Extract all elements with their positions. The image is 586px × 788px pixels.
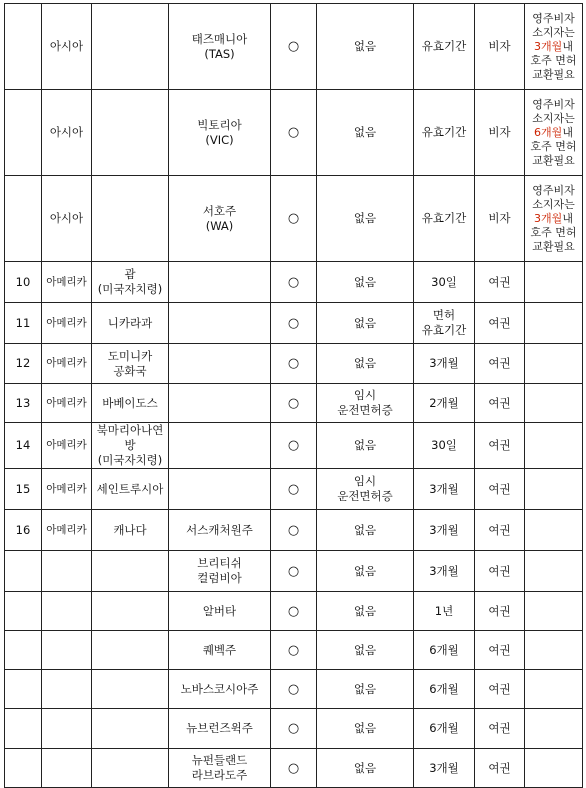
area-cell-line: 빅토리아 — [197, 117, 242, 132]
area-cell — [169, 176, 271, 262]
license-cell-line: 없음 — [353, 315, 377, 330]
area-cell — [169, 90, 271, 176]
available-mark: ○ — [271, 176, 317, 262]
area-cell-line: (WA) — [205, 218, 234, 233]
table-row — [5, 176, 583, 262]
area-cell — [169, 631, 271, 670]
area-cell-line: 서호주 — [202, 203, 237, 218]
document-cell: 여권 — [475, 709, 525, 749]
country-cell-line: 캐나다 — [113, 522, 147, 537]
country-cell — [92, 344, 169, 384]
available-mark: ○ — [271, 384, 317, 423]
document-cell: 여권 — [475, 551, 525, 592]
license-cell-line: 없음 — [353, 125, 377, 139]
area-cell-line: 브리티쉬 — [197, 556, 242, 570]
license-cell — [317, 262, 414, 303]
period-cell-line: 유효기간 — [421, 323, 467, 337]
note-cell — [525, 670, 583, 709]
area-cell — [169, 670, 271, 709]
table-row — [5, 709, 583, 749]
available-mark: ○ — [271, 592, 317, 631]
period-cell-line: 3개월 — [429, 522, 459, 537]
table-row — [5, 592, 583, 631]
table-row — [5, 551, 583, 592]
document-cell: 여권 — [475, 510, 525, 551]
note-line: 교환필요 — [532, 153, 575, 167]
area-cell-line: 라브라도주 — [191, 768, 248, 782]
country-cell-line: 괌 — [124, 267, 136, 281]
note-period-line — [526, 126, 581, 140]
area-cell — [169, 749, 271, 788]
document-cell: 여권 — [475, 262, 525, 303]
license-cell — [317, 709, 414, 749]
available-mark: ○ — [271, 631, 317, 670]
period-cell-line: 6개월 — [429, 681, 459, 696]
document-cell: 여권 — [475, 631, 525, 670]
license-cell-line: 없음 — [353, 681, 377, 696]
note-inline: 내 — [562, 211, 573, 225]
license-cell-line: 없음 — [353, 522, 377, 537]
note-period-line — [526, 40, 581, 54]
area-cell-line: 태즈매니아 — [191, 31, 248, 46]
period-cell — [414, 631, 475, 670]
license-cell-line: 없음 — [353, 642, 377, 657]
note-cell — [525, 384, 583, 423]
period-cell — [414, 4, 475, 90]
row-number — [5, 709, 42, 749]
area-cell-line: (VIC) — [205, 132, 234, 147]
row-number — [5, 176, 42, 262]
license-cell — [317, 469, 414, 510]
document-cell: 여권 — [475, 469, 525, 510]
area-cell — [169, 344, 271, 384]
area-cell-line: 퀘벡주 — [202, 642, 237, 657]
country-cell — [92, 262, 169, 303]
country-cell — [92, 303, 169, 344]
period-cell — [414, 510, 475, 551]
country-cell — [92, 176, 169, 262]
note-line: 호주 면허 — [530, 225, 577, 239]
country-cell — [92, 4, 169, 90]
region-cell: 아시아 — [42, 4, 92, 90]
note-line: 호주 면허 — [530, 53, 577, 67]
period-cell-line: 3개월 — [429, 563, 459, 578]
region-cell — [42, 592, 92, 631]
note-cell — [525, 344, 583, 384]
available-mark: ○ — [271, 749, 317, 788]
area-cell — [169, 384, 271, 423]
period-cell-line: 30일 — [431, 274, 457, 289]
driving-license-table — [4, 3, 583, 788]
note-line: 교환필요 — [532, 239, 575, 253]
period-cell — [414, 592, 475, 631]
note-line: 영주비자 — [532, 183, 575, 197]
region-cell — [42, 709, 92, 749]
available-mark: ○ — [271, 469, 317, 510]
period-cell — [414, 423, 475, 469]
row-number — [5, 670, 42, 709]
note-cell — [525, 631, 583, 670]
area-cell-line: 노바스코시아주 — [180, 681, 259, 696]
region-cell: 아메리카 — [42, 303, 92, 344]
country-cell-line: 도미니카 — [107, 348, 153, 363]
note-cell — [525, 90, 583, 176]
row-number: 10 — [5, 262, 42, 303]
period-cell-line: 면허 — [432, 308, 456, 322]
period-cell — [414, 176, 475, 262]
period-cell — [414, 262, 475, 303]
period-cell — [414, 384, 475, 423]
table-row — [5, 4, 583, 90]
table-row — [5, 670, 583, 709]
row-number — [5, 90, 42, 176]
area-cell-line: 컬럼비아 — [197, 571, 242, 585]
note-highlight: 3개월 — [534, 211, 563, 225]
table-row — [5, 469, 583, 510]
region-cell: 아메리카 — [42, 510, 92, 551]
period-cell-line: 3개월 — [429, 356, 459, 370]
row-number: 15 — [5, 469, 42, 510]
table-row — [5, 344, 583, 384]
available-mark: ○ — [271, 510, 317, 551]
region-cell: 아메리카 — [42, 344, 92, 384]
country-cell-line: 바베이도스 — [102, 395, 158, 410]
available-mark: ○ — [271, 423, 317, 469]
period-cell-line: 2개월 — [429, 395, 459, 410]
country-cell — [92, 384, 169, 423]
area-cell-line: 알버타 — [202, 603, 237, 618]
license-cell-line: 운전면허증 — [337, 403, 393, 417]
note-highlight: 3개월 — [534, 39, 563, 53]
period-cell — [414, 551, 475, 592]
row-number: 16 — [5, 510, 42, 551]
row-number: 13 — [5, 384, 42, 423]
license-cell — [317, 510, 414, 551]
table-row — [5, 90, 583, 176]
period-cell-line: 6개월 — [429, 642, 459, 657]
table-row — [5, 749, 583, 788]
country-cell — [92, 90, 169, 176]
region-cell: 아메리카 — [42, 384, 92, 423]
document-cell: 비자 — [475, 176, 525, 262]
region-cell: 아시아 — [42, 176, 92, 262]
region-cell: 아시아 — [42, 90, 92, 176]
period-cell-line: 1년 — [434, 603, 454, 618]
license-cell — [317, 4, 414, 90]
document-cell: 여권 — [475, 592, 525, 631]
period-cell-line: 유효기간 — [421, 211, 467, 225]
available-mark: ○ — [271, 262, 317, 303]
row-number: 12 — [5, 344, 42, 384]
table-row — [5, 262, 583, 303]
country-cell-line: 니카라과 — [107, 315, 153, 330]
license-cell — [317, 176, 414, 262]
area-cell — [169, 469, 271, 510]
note-line: 영주비자 — [532, 97, 575, 111]
country-cell-line: 공화국 — [113, 363, 147, 378]
license-cell — [317, 631, 414, 670]
table-row — [5, 384, 583, 423]
period-cell — [414, 344, 475, 384]
country-cell-line: (미국자치령) — [97, 282, 163, 296]
table-row — [5, 423, 583, 469]
license-cell-line: 임시 — [353, 388, 377, 402]
area-cell-line: 뉴펀들랜드 — [191, 753, 248, 767]
note-cell — [525, 4, 583, 90]
area-cell — [169, 510, 271, 551]
available-mark: ○ — [271, 709, 317, 749]
period-cell — [414, 749, 475, 788]
region-cell: 아메리카 — [42, 469, 92, 510]
country-cell — [92, 592, 169, 631]
region-cell — [42, 670, 92, 709]
available-mark: ○ — [271, 90, 317, 176]
row-number — [5, 592, 42, 631]
note-line: 호주 면허 — [530, 139, 577, 153]
country-cell-line: (미국자치령) — [97, 453, 163, 467]
available-mark: ○ — [271, 303, 317, 344]
license-cell — [317, 344, 414, 384]
table-row — [5, 631, 583, 670]
document-cell: 여권 — [475, 749, 525, 788]
period-cell — [414, 303, 475, 344]
license-cell-line: 없음 — [353, 603, 377, 618]
license-cell — [317, 384, 414, 423]
country-cell-line: 북마리아나연방 — [96, 423, 164, 452]
row-number: 11 — [5, 303, 42, 344]
license-cell-line: 없음 — [353, 274, 377, 289]
period-cell-line: 3개월 — [429, 481, 459, 496]
area-cell — [169, 423, 271, 469]
region-cell: 아메리카 — [42, 262, 92, 303]
note-cell — [525, 423, 583, 469]
note-line: 소지자는 — [532, 197, 575, 211]
note-line: 소지자는 — [532, 25, 575, 39]
note-cell — [525, 592, 583, 631]
table-row — [5, 510, 583, 551]
license-cell — [317, 592, 414, 631]
note-cell — [525, 510, 583, 551]
country-cell — [92, 469, 169, 510]
table-body — [5, 4, 583, 788]
country-cell — [92, 670, 169, 709]
area-cell — [169, 592, 271, 631]
country-cell — [92, 749, 169, 788]
note-cell — [525, 749, 583, 788]
note-line: 소지자는 — [532, 111, 575, 125]
note-highlight: 6개월 — [534, 125, 563, 139]
region-cell: 아메리카 — [42, 423, 92, 469]
period-cell — [414, 90, 475, 176]
note-inline: 내 — [562, 39, 573, 53]
region-cell — [42, 551, 92, 592]
region-cell — [42, 631, 92, 670]
period-cell-line: 3개월 — [429, 760, 459, 775]
area-cell — [169, 709, 271, 749]
available-mark: ○ — [271, 344, 317, 384]
license-cell-line: 없음 — [353, 356, 377, 370]
row-number — [5, 631, 42, 670]
document-cell: 여권 — [475, 670, 525, 709]
row-number — [5, 551, 42, 592]
note-line: 영주비자 — [532, 11, 575, 25]
license-cell — [317, 670, 414, 709]
note-line: 교환필요 — [532, 67, 575, 81]
license-cell-line: 없음 — [353, 721, 377, 735]
period-cell-line: 유효기간 — [421, 125, 467, 139]
region-cell — [42, 749, 92, 788]
country-cell — [92, 631, 169, 670]
period-cell — [414, 469, 475, 510]
table-row — [5, 303, 583, 344]
period-cell-line: 6개월 — [429, 721, 459, 735]
available-mark: ○ — [271, 4, 317, 90]
license-cell-line: 없음 — [353, 563, 377, 578]
license-cell-line: 없음 — [353, 39, 377, 53]
note-cell — [525, 176, 583, 262]
area-cell — [169, 303, 271, 344]
license-cell-line: 임시 — [353, 474, 377, 488]
country-cell — [92, 423, 169, 469]
area-cell-line: 뉴브런즈윅주 — [186, 721, 253, 735]
license-cell-line: 운전면허증 — [337, 489, 393, 503]
note-cell — [525, 469, 583, 510]
period-cell-line: 30일 — [431, 438, 457, 452]
license-cell-line: 없음 — [353, 438, 377, 452]
document-cell: 비자 — [475, 90, 525, 176]
country-cell — [92, 510, 169, 551]
license-cell — [317, 303, 414, 344]
license-cell — [317, 423, 414, 469]
country-cell — [92, 551, 169, 592]
period-cell-line: 유효기간 — [421, 39, 467, 53]
area-cell-line: (TAS) — [204, 46, 235, 61]
row-number — [5, 749, 42, 788]
available-mark: ○ — [271, 670, 317, 709]
license-cell — [317, 90, 414, 176]
available-mark: ○ — [271, 551, 317, 592]
note-inline: 내 — [562, 125, 573, 139]
note-cell — [525, 303, 583, 344]
row-number: 14 — [5, 423, 42, 469]
area-cell — [169, 262, 271, 303]
document-cell: 여권 — [475, 423, 525, 469]
area-cell — [169, 4, 271, 90]
license-cell-line: 없음 — [353, 211, 377, 225]
note-period-line — [526, 212, 581, 226]
period-cell — [414, 670, 475, 709]
note-cell — [525, 551, 583, 592]
license-cell-line: 없음 — [353, 760, 377, 775]
note-cell — [525, 709, 583, 749]
document-cell: 여권 — [475, 344, 525, 384]
document-cell: 여권 — [475, 384, 525, 423]
country-cell — [92, 709, 169, 749]
note-cell — [525, 262, 583, 303]
license-cell — [317, 551, 414, 592]
area-cell-line: 서스캐처원주 — [186, 522, 253, 537]
country-cell-line: 세인트루시아 — [96, 481, 164, 496]
area-cell — [169, 551, 271, 592]
document-cell: 비자 — [475, 4, 525, 90]
document-cell: 여권 — [475, 303, 525, 344]
license-cell — [317, 749, 414, 788]
period-cell — [414, 709, 475, 749]
row-number — [5, 4, 42, 90]
